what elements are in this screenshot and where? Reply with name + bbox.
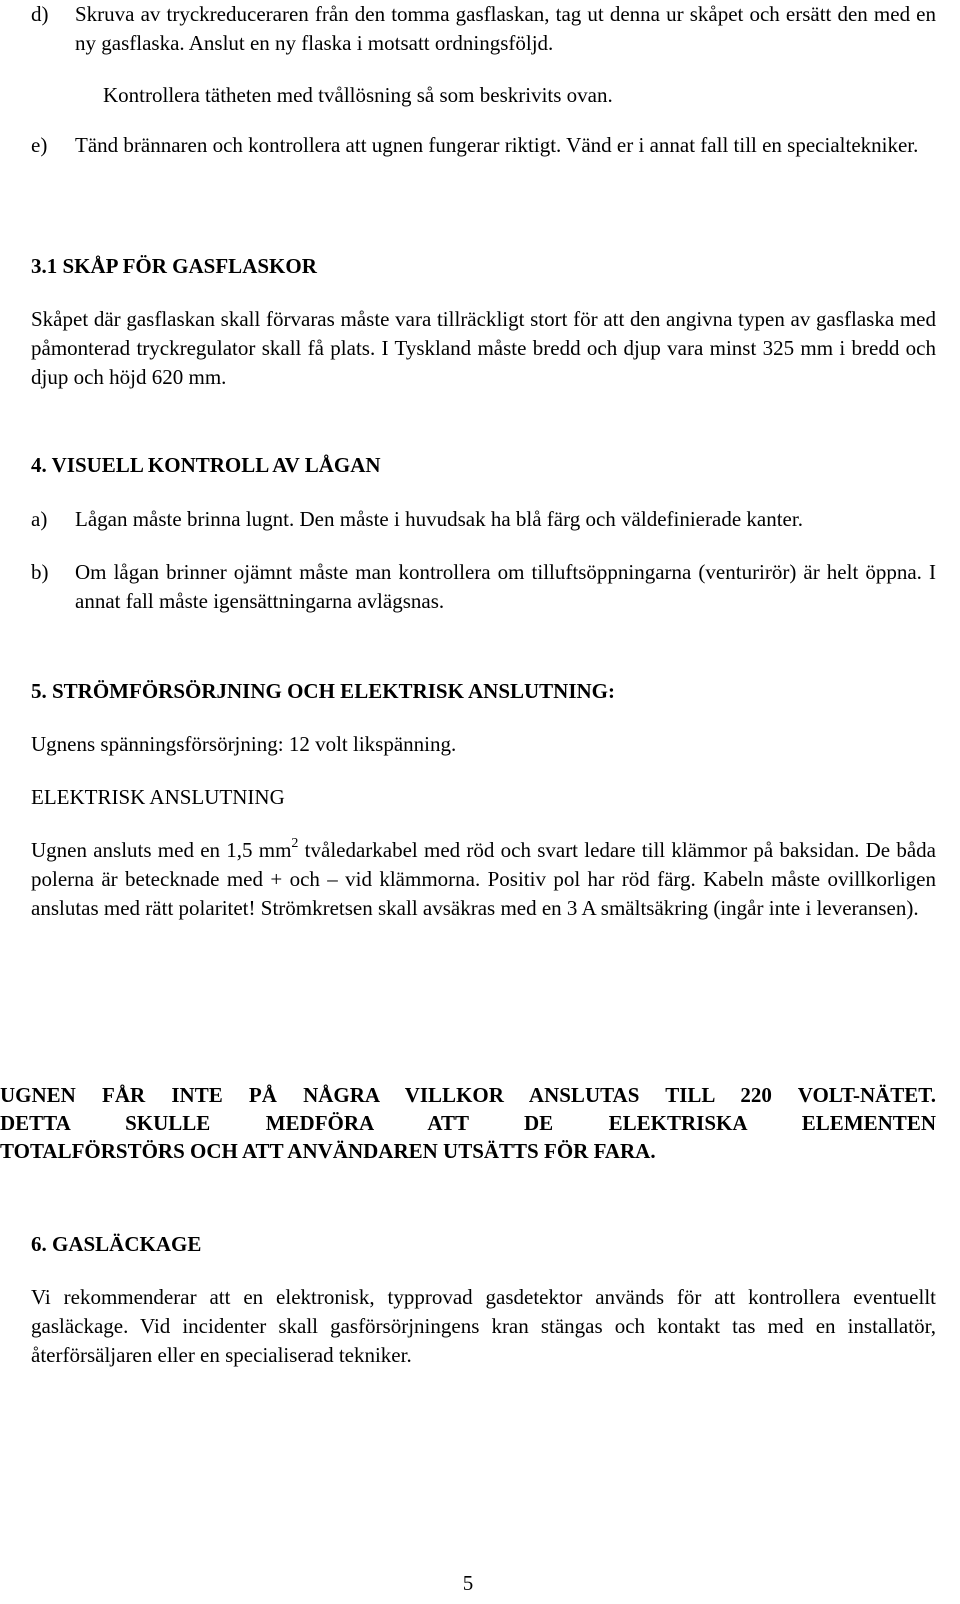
warning-block xyxy=(0,1081,936,1165)
warning-line-1: UGNEN FÅR INTE PÅ NÅGRA VILLKOR ANSLUTAS TILL 220 VOLT-NÄTET. xyxy=(0,1083,936,1107)
list-item-e xyxy=(31,131,936,160)
list-label-b: b) xyxy=(31,560,49,584)
superscript-2: 2 xyxy=(291,836,299,851)
list-item-a xyxy=(31,505,936,534)
warning-line-2: DETTA SKULLE MEDFÖRA ATT DE ELEKTRISKA ELEMENTEN xyxy=(0,1111,936,1135)
check-instruction: Kontrollera tätheten med tvållösning så som beskrivits ovan. xyxy=(103,83,613,107)
section-6-paragraph: Vi rekommenderar att en elektronisk, typprovad gasdetektor används för att kontrollera eventuellt gasläckage. Vid incidenter skall gasförsörjningens kran stängas och kontakt tas med en installatör, återförsäljaren eller en specialiserad tekniker. xyxy=(31,1285,936,1367)
section-6-heading: 6. GASLÄCKAGE xyxy=(31,1232,202,1256)
list-label-a: a) xyxy=(31,507,48,531)
supply-text: Ugnens spänningsförsörjning: 12 volt likspänning. xyxy=(31,732,457,756)
section-3-1-heading: 3.1 SKÅP FÖR GASFLASKOR xyxy=(31,254,317,278)
list-label-d: d) xyxy=(31,2,49,26)
section-4-heading: 4. VISUELL KONTROLL AV LÅGAN xyxy=(31,453,381,477)
list-item-b xyxy=(31,558,936,616)
list-label-e: e) xyxy=(31,133,48,157)
list-item-d xyxy=(31,0,936,58)
electrical-text-start: Ugnen ansluts med en 1,5 mm xyxy=(31,838,292,862)
section-3-1-paragraph: Skåpet där gasflaskan skall förvaras måste vara tillräckligt stort för att den angivna typen av gasflaska med påmonterad tryckregulator skall få plats. I Tyskland måste bredd och djup vara minst 325 mm i bredd och djup och höjd 620 mm. xyxy=(31,307,936,389)
electrical-subheading: ELEKTRISK ANSLUTNING xyxy=(31,785,285,809)
electrical-paragraph xyxy=(31,836,936,923)
section-5-heading: 5. STRÖMFÖRSÖRJNING OCH ELEKTRISK ANSLUTNING: xyxy=(31,679,616,703)
page-number: 5 xyxy=(462,1571,474,1595)
list-text-a: Lågan måste brinna lugnt. Den måste i huvudsak ha blå färg och väldefinierade kanter. xyxy=(75,507,803,531)
electrical-text-end: tvåledarkabel med röd och svart ledare till klämmor på baksidan. De båda polerna är betecknade med + och – vid klämmorna. Positiv pol har röd färg. Kabeln måste ovillkorligen anslutas med rätt polaritet! Strömkretsen skall avsäkras med en 3 A smältsäkring (ingår inte i leveransen). xyxy=(31,838,936,920)
list-text-d: Skruva av tryckreduceraren från den tomma gasflaskan, tag ut denna ur skåpet och ersätt den med en ny gasflaska. Anslut en ny flaska i motsatt ordningsföljd. xyxy=(75,2,936,55)
list-text-b: Om lågan brinner ojämnt måste man kontrollera om tilluftsöppningarna (venturirör) är helt öppna. I annat fall måste igensättningarna avlägsnas. xyxy=(75,560,936,613)
list-text-e: Tänd brännaren och kontrollera att ugnen fungerar riktigt. Vänd er i annat fall till en specialtekniker. xyxy=(75,133,919,157)
warning-line-3: TOTALFÖRSTÖRS OCH ATT ANVÄNDAREN UTSÄTTS FÖR FARA. xyxy=(0,1139,656,1163)
